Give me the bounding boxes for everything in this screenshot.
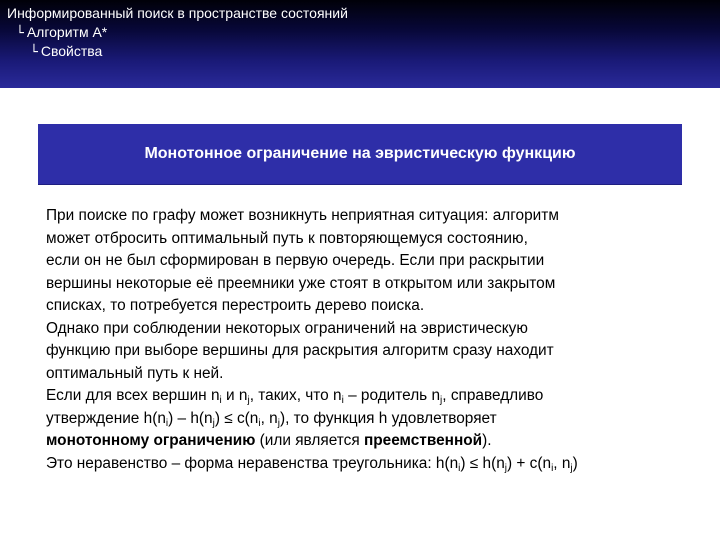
breadcrumb-level-1-label: Алгоритм A* <box>26 24 108 40</box>
term-monotone-constraint: монотонному ограничению <box>46 432 256 449</box>
subscript: j <box>440 395 443 406</box>
text-run: ) + c(n <box>507 454 552 472</box>
paragraph-2 <box>46 318 692 386</box>
text-run: ) ≤ c(n <box>214 409 259 427</box>
paragraph-1-line: списках, то потребуется перестроить дерево поиска. <box>46 297 425 314</box>
breadcrumb-level-0: Информированный поиск в пространстве состояний <box>7 5 348 21</box>
paragraph-4 <box>46 453 692 476</box>
paragraph-4-line <box>46 453 692 476</box>
subscript: i <box>341 395 344 406</box>
paragraph-1 <box>46 205 692 318</box>
subscript: i <box>551 462 554 474</box>
text-run: Это неравенство – форма неравенства треугольника: h(n <box>46 454 459 472</box>
text-run: , справедливо <box>442 387 544 404</box>
text-run: , таких, что n <box>249 387 342 404</box>
breadcrumb-level-2-label: Свойства <box>40 43 103 59</box>
paragraph-1-line: может отбросить оптимальный путь к повторяющемуся состоянию, <box>46 229 528 247</box>
slide-body <box>46 205 692 475</box>
subscript: i <box>165 417 169 429</box>
slide-title: Монотонное ограничение на эвристическую функцию <box>144 145 576 162</box>
text-run: ) ≤ h(n <box>460 454 505 472</box>
subscript: i <box>458 462 461 474</box>
text-run: , n <box>260 409 278 427</box>
subscript: j <box>247 395 250 406</box>
subscript: j <box>570 462 573 474</box>
text-run: ) – h(n <box>168 409 213 427</box>
text-run: ) <box>572 454 578 472</box>
slide-header <box>0 0 720 88</box>
paragraph-1-line: если он не был сформирован в первую очередь. Если при раскрытии <box>46 252 545 269</box>
term-consistent: преемственной <box>363 432 483 449</box>
text-run: – родитель n <box>343 387 441 404</box>
slide-title-box <box>38 124 682 184</box>
paragraph-2-line: функцию при выборе вершины для раскрытия алгоритм сразу находит <box>46 342 554 359</box>
paragraph-3-line-1 <box>46 385 692 408</box>
paragraph-3 <box>46 385 692 453</box>
breadcrumb-level-2 <box>30 43 102 60</box>
text-run: утверждение h(n <box>46 409 166 427</box>
tree-branch-icon: └ <box>30 45 38 60</box>
paragraph-1-line: вершины некоторые её преемники уже стоят в открытом или закрытом <box>46 274 556 292</box>
subscript: j <box>277 417 280 429</box>
text-run: , n <box>553 454 571 472</box>
text-run: и n <box>221 387 248 404</box>
paragraph-3-line-2 <box>46 408 692 431</box>
paragraph-2-line: оптимальный путь к ней. <box>46 364 224 382</box>
text-run: (или является <box>255 432 364 449</box>
text-run: ), то функция h удовлетворяет <box>279 409 497 427</box>
paragraph-3-line-3 <box>46 430 692 453</box>
tree-branch-icon: └ <box>16 26 24 41</box>
subscript: i <box>219 395 222 406</box>
text-run: ). <box>482 432 492 449</box>
paragraph-1-line: При поиске по графу может возникнуть неприятная ситуация: алгоритм <box>46 207 559 224</box>
text-run: Если для всех вершин n <box>46 387 220 404</box>
breadcrumb-level-1 <box>16 24 107 41</box>
subscript: j <box>212 417 215 429</box>
paragraph-2-line: Однако при соблюдении некоторых ограничений на эвристическую <box>46 319 528 337</box>
subscript: i <box>258 417 261 429</box>
subscript: j <box>504 462 508 474</box>
